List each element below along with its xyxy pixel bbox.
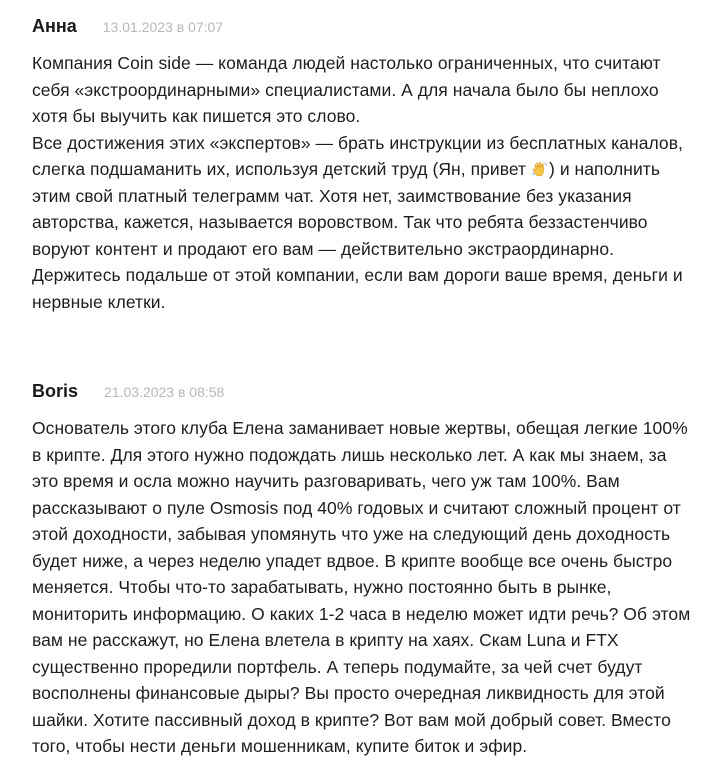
comment-line: восполнены финансовые дыры? Вы просто очередная ликвидность для этой	[32, 683, 665, 703]
comment-line: Компания Coin side — команда людей настолько ограниченных, что считают	[32, 53, 661, 73]
comment-line: этой доходности, забывая упомянуть что уже на следующий день доходность	[32, 524, 671, 544]
comment-line: нервные клетки.	[32, 291, 166, 312]
comment-line: этим свой платный телеграмм чат. Хотя нет, заимствование без указания	[32, 185, 632, 206]
comment-line: будет ниже, а через неделю упадет вдвое. В крипте вообще все очень быстро	[32, 550, 673, 571]
comment-line: авторства, кажется, называется воровством. Так что ребята беззастенчиво	[32, 212, 648, 232]
comment-line-tail: ) и наполнить	[549, 159, 661, 179]
comment-text	[32, 415, 707, 760]
comment-header	[32, 16, 223, 36]
comment-text	[32, 50, 707, 315]
comment-header	[32, 381, 224, 401]
comment-date: 13.01.2023 в 07:07	[102, 19, 224, 35]
comment-line: хотя бы выучить как пишется это слово.	[32, 106, 361, 126]
comment-line: в крипте. Для этого нужно подождать лишь несколько лет. А как мы знаем, за	[32, 444, 667, 465]
comment-author: Анна	[32, 16, 77, 36]
comment-line: Основатель этого клуба Елена заманивает новые жертвы, обещая легкие 100%	[32, 418, 688, 438]
comment-line: вам не расскажут, но Елена влетела в крипту на хаях. Скам Luna и FTX	[32, 630, 619, 650]
comment-line: рассказывают о пуле Osmosis под 40% годовых и считают сложный процент от	[32, 497, 681, 518]
comment-author: Boris	[32, 381, 79, 401]
comment-line: это время и осла можно научить разговаривать, чего уж там 100%. Вам	[32, 471, 620, 491]
comment-line	[32, 156, 707, 183]
comment-line: себя «экстроординарными» специалистами. А для начала было бы неплохо	[32, 79, 659, 100]
comment-line: Все достижения этих «экспертов» — брать инструкции из бесплатных каналов,	[32, 132, 683, 153]
comment-date: 21.03.2023 в 08:58	[104, 384, 225, 400]
comment-line: меняется. Чтобы что-то зарабатывать, нужно постоянно быть в рынке,	[32, 577, 612, 597]
comment-line: Держитесь подальше от этой компании, если вам дороги ваше время, деньги и	[32, 265, 683, 285]
waving-hand-icon	[531, 160, 549, 178]
comment-line-head: слегка подшаманить их, используя детский труд (Ян, привет	[32, 159, 532, 179]
comment-line: того, чтобы нести деньги мошенникам, купите биток и эфир.	[32, 736, 528, 756]
comment-line: шайки. Хотите пассивный доход в крипте? Вот вам мой добрый совет. Вместо	[32, 709, 671, 730]
comment-line: существенно проредили портфель. А теперь подумайте, за чей счет будут	[32, 656, 643, 677]
comment-line: мониторить информацию. О каких 1-2 часа в неделю может идти речь? Об этом	[32, 603, 691, 624]
comment-line: воруют контент и продают его вам — действительно экстраординарно.	[32, 238, 615, 259]
